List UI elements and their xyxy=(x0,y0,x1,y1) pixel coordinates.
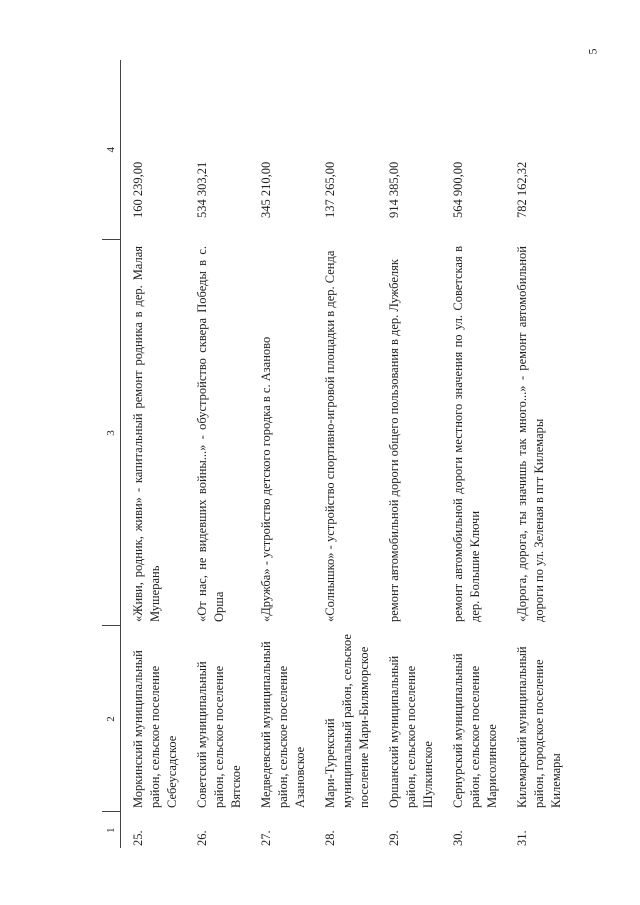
row-number: 29. xyxy=(387,830,401,846)
municipality-cell: Моркинский муниципальный район, сельское поселение Себеусадское xyxy=(131,650,179,808)
amount-cell: 137 265,00 xyxy=(323,161,337,218)
municipality-cell: Килемарский муниципальный район, городское поселение Килемары xyxy=(515,646,563,808)
row-number: 27. xyxy=(259,830,273,846)
table-row xyxy=(378,60,442,848)
amount-cell: 160 239,00 xyxy=(131,161,145,218)
project-description-cell: «Дорога, дорога, ты значишь так много...» - ремонт автомобильной дороги по ул. Зеленая в пгт Килемары xyxy=(515,246,546,622)
table-row xyxy=(442,60,506,848)
column-header-2: 2 xyxy=(102,626,121,812)
project-description-cell: «Живи, родник, живи» - капитальный ремонт родника в дер. Малая Мушерань xyxy=(131,246,162,622)
rotated-table-container xyxy=(102,60,590,848)
project-description-cell: «Солнышко» - устройство спортивно-игровой площадки в дер. Сенда xyxy=(323,250,337,622)
column-header-4: 4 xyxy=(102,60,121,240)
row-number: 25. xyxy=(131,830,145,846)
table-row xyxy=(506,60,570,848)
project-description-cell: «От нас, не видевших войны...» - обустройство сквера Победы в с. Орша xyxy=(195,246,226,622)
table-row xyxy=(314,60,378,848)
table-row xyxy=(121,60,187,848)
amount-cell: 564 900,00 xyxy=(451,161,465,218)
municipality-cell: Советский муниципальный район, сельское поселение Вятское xyxy=(195,661,243,808)
amount-cell: 345 210,00 xyxy=(259,161,273,218)
table-header-row xyxy=(102,60,121,848)
municipality-cell: Сернурский муниципальный район, сельское поселение Марисолинское xyxy=(451,653,499,808)
projects-table xyxy=(102,60,570,848)
amount-cell: 782 162,32 xyxy=(515,161,529,218)
amount-cell: 534 303,21 xyxy=(195,161,209,218)
table-row xyxy=(250,60,314,848)
table-row xyxy=(186,60,250,848)
municipality-cell: Мари-Турекский муниципальный район, сельское поселение Мари-Биляморское xyxy=(323,634,371,808)
row-number: 30. xyxy=(451,830,465,846)
municipality-cell: Медведевский муниципальный район, сельское поселение Азановское xyxy=(259,641,307,808)
page-number: 5 xyxy=(585,48,600,55)
row-number: 31. xyxy=(515,830,529,846)
row-number: 28. xyxy=(323,830,337,846)
column-header-1: 1 xyxy=(102,812,121,848)
row-number: 26. xyxy=(195,830,209,846)
amount-cell: 914 385,00 xyxy=(387,161,401,218)
municipality-cell: Оршанский муниципальный район, сельское поселение Шулкинское xyxy=(387,655,435,808)
project-description-cell: ремонт автомобильной дороги местного значения по ул. Советская в дер. Большие Ключи xyxy=(451,246,482,622)
project-description-cell: «Дружба» - устройство детского городка в с. Азаново xyxy=(259,336,273,622)
project-description-cell: ремонт автомобильной дороги общего пользования в дер. Лужбеляк xyxy=(387,259,401,622)
column-header-3: 3 xyxy=(102,240,121,626)
